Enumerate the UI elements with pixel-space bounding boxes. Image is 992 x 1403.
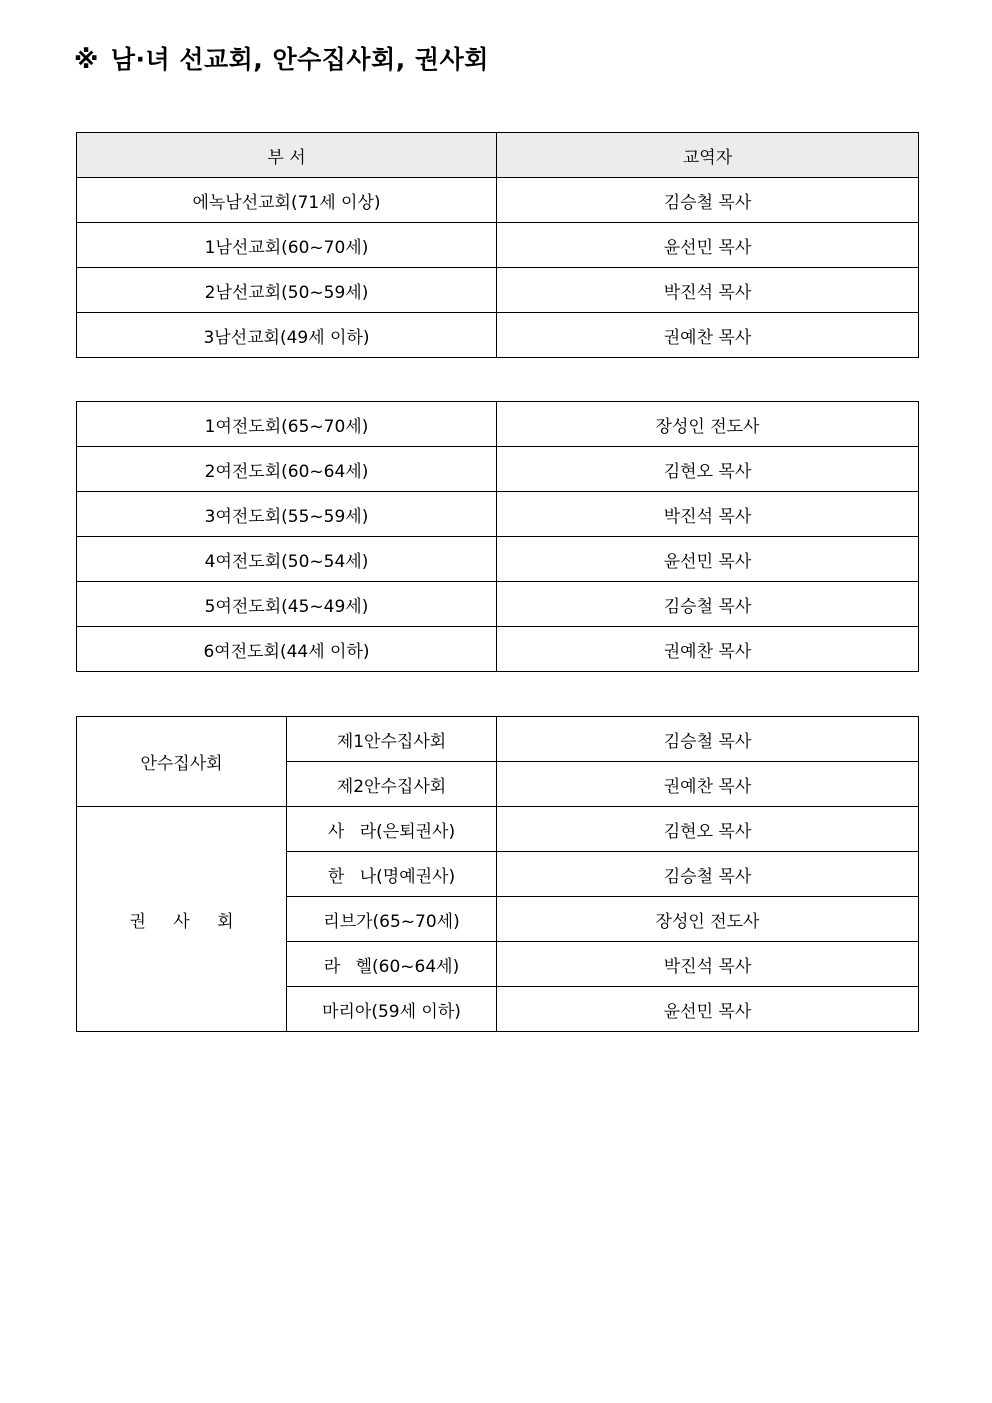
subgroup-cell: 리브가(65~70세) xyxy=(287,897,497,942)
header-minister: 교역자 xyxy=(497,133,919,178)
table-row xyxy=(77,402,919,447)
minister-cell: 김승철 목사 xyxy=(497,717,919,762)
minister-cell: 윤선민 목사 xyxy=(497,223,919,268)
subgroup-cell: 제2안수집사회 xyxy=(287,762,497,807)
minister-cell: 권예찬 목사 xyxy=(497,762,919,807)
minister-cell: 윤선민 목사 xyxy=(497,987,919,1032)
table-row xyxy=(77,492,919,537)
department-cell: 5여전도회(45~49세) xyxy=(77,582,497,627)
subgroup-cell: 마리아(59세 이하) xyxy=(287,987,497,1032)
minister-cell: 윤선민 목사 xyxy=(497,537,919,582)
table-row xyxy=(77,807,919,852)
table-row xyxy=(77,717,919,762)
minister-cell: 권예찬 목사 xyxy=(497,313,919,358)
minister-cell: 김현오 목사 xyxy=(497,447,919,492)
minister-cell: 박진석 목사 xyxy=(497,942,919,987)
table-row xyxy=(77,537,919,582)
minister-cell: 김현오 목사 xyxy=(497,807,919,852)
group-cell-deacons: 안수집사회 xyxy=(77,717,287,807)
department-cell: 4여전도회(50~54세) xyxy=(77,537,497,582)
department-cell: 2남선교회(50~59세) xyxy=(77,268,497,313)
subgroup-cell: 한 나(명예권사) xyxy=(287,852,497,897)
page-title xyxy=(74,40,489,76)
group-cell-kwonsa: 권 사 회 xyxy=(77,807,287,1032)
department-cell: 1여전도회(65~70세) xyxy=(77,402,497,447)
table-row xyxy=(77,582,919,627)
table-row xyxy=(77,627,919,672)
minister-cell: 김승철 목사 xyxy=(497,178,919,223)
minister-cell: 장성인 전도사 xyxy=(497,402,919,447)
table-row xyxy=(77,223,919,268)
table-header-row xyxy=(77,133,919,178)
department-cell: 3여전도회(55~59세) xyxy=(77,492,497,537)
department-cell: 2여전도회(60~64세) xyxy=(77,447,497,492)
minister-cell: 박진석 목사 xyxy=(497,268,919,313)
table-row xyxy=(77,178,919,223)
minister-cell: 김승철 목사 xyxy=(497,582,919,627)
minister-cell: 권예찬 목사 xyxy=(497,627,919,672)
department-cell: 1남선교회(60~70세) xyxy=(77,223,497,268)
subgroup-cell: 제1안수집사회 xyxy=(287,717,497,762)
minister-cell: 김승철 목사 xyxy=(497,852,919,897)
deacons-and-kwonsa-table xyxy=(76,716,919,1032)
minister-cell: 박진석 목사 xyxy=(497,492,919,537)
header-department: 부 서 xyxy=(77,133,497,178)
department-cell: 3남선교회(49세 이하) xyxy=(77,313,497,358)
womens-mission-table xyxy=(76,401,919,672)
subgroup-cell: 라 헬(60~64세) xyxy=(287,942,497,987)
department-cell: 에녹남선교회(71세 이상) xyxy=(77,178,497,223)
reference-mark: ※ xyxy=(74,45,99,74)
minister-cell: 장성인 전도사 xyxy=(497,897,919,942)
page-title-text: 남·녀 선교회, 안수집사회, 권사회 xyxy=(110,45,489,74)
department-cell: 6여전도회(44세 이하) xyxy=(77,627,497,672)
table-row xyxy=(77,447,919,492)
table-row xyxy=(77,313,919,358)
table-row xyxy=(77,268,919,313)
mens-mission-table xyxy=(76,132,919,358)
subgroup-cell: 사 라(은퇴권사) xyxy=(287,807,497,852)
